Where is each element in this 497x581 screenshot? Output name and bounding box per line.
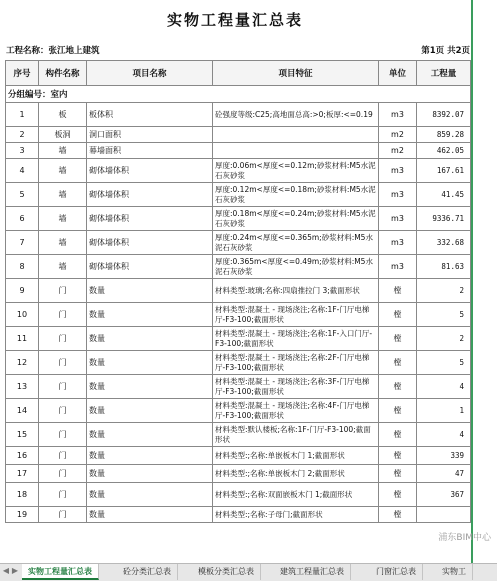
column-header: 单位 — [379, 61, 417, 86]
cell-item-features[interactable]: 材料类型:默认楼板;名称:1F-门厅-F3-100;截面形状 — [213, 423, 379, 447]
cell-component-name[interactable]: 墙 — [39, 255, 87, 279]
cell-item-name[interactable]: 数量 — [87, 423, 213, 447]
cell-item-features[interactable]: 材料类型:混凝土 - 现场浇注;名称:1F-入口门厅-F3-100;截面形状 — [213, 327, 379, 351]
cell-item-name[interactable]: 数量 — [87, 303, 213, 327]
cell-quantity[interactable]: 41.45 — [417, 183, 471, 207]
column-header: 构件名称 — [39, 61, 87, 86]
cell-component-name[interactable]: 墙 — [39, 231, 87, 255]
table-row — [6, 279, 471, 303]
cell-unit[interactable]: 樘 — [379, 303, 417, 327]
cell-unit[interactable]: 樘 — [379, 465, 417, 483]
table-row — [6, 351, 471, 375]
table-row — [6, 375, 471, 399]
watermark-text: 浦东BIM中心 — [438, 533, 491, 543]
cell-item-features[interactable]: 厚度:0.06m<厚度<=0.12m;砂浆材料:M5水泥石灰砂浆 — [213, 159, 379, 183]
cell-quantity[interactable]: 8392.07 — [417, 103, 471, 127]
table-row — [6, 143, 471, 159]
cell-row-number[interactable]: 13 — [6, 375, 39, 399]
cell-unit[interactable]: m3 — [379, 255, 417, 279]
column-header: 序号 — [6, 61, 39, 86]
cell-quantity[interactable] — [417, 507, 471, 523]
cell-unit[interactable]: m2 — [379, 127, 417, 143]
cell-row-number[interactable]: 4 — [6, 159, 39, 183]
cell-quantity[interactable]: 81.63 — [417, 255, 471, 279]
cell-unit[interactable]: 樘 — [379, 351, 417, 375]
table-row — [6, 231, 471, 255]
table-row — [6, 423, 471, 447]
cell-item-features[interactable]: 材料类型:玻璃;名称:四扇推拉门 3;截面形状 — [213, 279, 379, 303]
cell-unit[interactable]: m3 — [379, 103, 417, 127]
cell-item-name[interactable]: 数量 — [87, 399, 213, 423]
cell-quantity[interactable]: 5 — [417, 351, 471, 375]
cell-item-features[interactable]: 材料类型:混凝土 - 现场浇注;名称:2F-门厅电梯厅-F3-100;截面形状 — [213, 351, 379, 375]
cell-quantity[interactable]: 859.28 — [417, 127, 471, 143]
cell-item-features[interactable]: 材料类型:;名称:单嵌板木门 2;截面形状 — [213, 465, 379, 483]
cell-row-number[interactable]: 2 — [6, 127, 39, 143]
cell-component-name[interactable]: 板 — [39, 103, 87, 127]
cell-item-name[interactable]: 砌体墙体积 — [87, 207, 213, 231]
cell-quantity[interactable]: 2 — [417, 327, 471, 351]
cell-component-name[interactable]: 门 — [39, 423, 87, 447]
cell-item-features[interactable]: 材料类型:;名称:单嵌板木门 1;截面形状 — [213, 447, 379, 465]
cell-item-features[interactable]: 砼强度等级:C25;高地面总高:>0;板厚:<=0.19 — [213, 103, 379, 127]
cell-row-number[interactable]: 17 — [6, 465, 39, 483]
table-row — [6, 507, 471, 523]
cell-component-name[interactable]: 门 — [39, 303, 87, 327]
cell-component-name[interactable]: 门 — [39, 465, 87, 483]
cell-unit[interactable]: m3 — [379, 159, 417, 183]
cell-unit[interactable]: 樘 — [379, 483, 417, 507]
cell-quantity[interactable]: 5 — [417, 303, 471, 327]
cell-unit[interactable]: m3 — [379, 231, 417, 255]
cell-component-name[interactable]: 门 — [39, 327, 87, 351]
cell-item-name[interactable]: 数量 — [87, 327, 213, 351]
cell-component-name[interactable]: 墙 — [39, 207, 87, 231]
cell-row-number[interactable]: 14 — [6, 399, 39, 423]
cell-component-name[interactable]: 门 — [39, 447, 87, 465]
cell-item-features[interactable] — [213, 143, 379, 159]
cell-item-features[interactable]: 材料类型:;名称:双面嵌板木门 1;截面形状 — [213, 483, 379, 507]
table-row — [6, 207, 471, 231]
table-row — [6, 447, 471, 465]
tab-scroll-right-icon[interactable]: ▶ — [11, 566, 19, 575]
project-name: 工程名称：张江地上建筑 — [6, 46, 100, 56]
cell-item-name[interactable]: 幕墙面积 — [87, 143, 213, 159]
table-row — [6, 327, 471, 351]
cell-row-number[interactable]: 8 — [6, 255, 39, 279]
cell-component-name[interactable]: 门 — [39, 351, 87, 375]
cell-quantity[interactable]: 1 — [417, 399, 471, 423]
cell-item-features[interactable]: 厚度:0.18m<厚度<=0.24m;砂浆材料:M5水泥石灰砂浆 — [213, 207, 379, 231]
group-row — [6, 86, 471, 103]
cell-unit[interactable]: 樘 — [379, 375, 417, 399]
cell-row-number[interactable]: 18 — [6, 483, 39, 507]
cell-component-name[interactable]: 门 — [39, 399, 87, 423]
cell-row-number[interactable]: 5 — [6, 183, 39, 207]
cell-unit[interactable]: 樘 — [379, 399, 417, 423]
cell-item-features[interactable]: 厚度:0.24m<厚度<=0.365m;砂浆材料:M5水泥石灰砂浆 — [213, 231, 379, 255]
cell-unit[interactable]: 樘 — [379, 327, 417, 351]
cell-row-number[interactable]: 19 — [6, 507, 39, 523]
cell-quantity[interactable]: 2 — [417, 279, 471, 303]
cell-item-name[interactable]: 砌体墙体积 — [87, 183, 213, 207]
cell-item-features[interactable]: 厚度:0.365m<厚度<=0.49m;砂浆材料:M5水泥石灰砂浆 — [213, 255, 379, 279]
cell-unit[interactable]: 樘 — [379, 447, 417, 465]
cell-item-name[interactable]: 砌体墙体积 — [87, 159, 213, 183]
cell-quantity[interactable]: 332.68 — [417, 231, 471, 255]
cell-component-name[interactable]: 门 — [39, 507, 87, 523]
table-row — [6, 483, 471, 507]
cell-item-name[interactable]: 数量 — [87, 375, 213, 399]
cell-row-number[interactable]: 6 — [6, 207, 39, 231]
table-row — [6, 103, 471, 127]
cell-component-name[interactable]: 墙 — [39, 143, 87, 159]
tab-sheet-3[interactable]: 模板分类汇总表 — [192, 564, 261, 580]
cell-row-number[interactable]: 3 — [6, 143, 39, 159]
cell-item-name[interactable]: 数量 — [87, 465, 213, 483]
cell-item-name[interactable]: 板体积 — [87, 103, 213, 127]
cell-unit[interactable]: m3 — [379, 207, 417, 231]
page-indicator: 第1页 共2页 — [421, 46, 470, 56]
cell-component-name[interactable]: 门 — [39, 483, 87, 507]
cell-item-features[interactable]: 材料类型:混凝土 - 现场浇注;名称:4F-门厅电梯厅-F3-100;截面形状 — [213, 399, 379, 423]
cell-item-name[interactable]: 砌体墙体积 — [87, 231, 213, 255]
cell-quantity[interactable]: 47 — [417, 465, 471, 483]
report-title: 实物工程量汇总表 — [166, 11, 303, 29]
cell-row-number[interactable]: 9 — [6, 279, 39, 303]
table-row — [6, 465, 471, 483]
sheet-tab-bar — [0, 563, 497, 581]
cell-row-number[interactable]: 16 — [6, 447, 39, 465]
cell-unit[interactable]: m2 — [379, 143, 417, 159]
tab-sheet-1[interactable]: 实物工程量汇总表 — [22, 564, 99, 580]
cell-quantity[interactable]: 339 — [417, 447, 471, 465]
cell-item-features[interactable] — [213, 127, 379, 143]
group-label[interactable]: 分组编号：室内 — [6, 86, 471, 103]
column-header: 项目特征 — [213, 61, 379, 86]
cell-component-name[interactable]: 墙 — [39, 183, 87, 207]
cell-item-features[interactable]: 厚度:0.12m<厚度<=0.18m;砂浆材料:M5水泥石灰砂浆 — [213, 183, 379, 207]
cell-row-number[interactable]: 11 — [6, 327, 39, 351]
cell-row-number[interactable]: 7 — [6, 231, 39, 255]
cell-quantity[interactable]: 167.61 — [417, 159, 471, 183]
cell-item-name[interactable]: 数量 — [87, 447, 213, 465]
cell-item-name[interactable]: 砌体墙体积 — [87, 255, 213, 279]
table-row — [6, 255, 471, 279]
quantity-table — [5, 60, 471, 523]
cell-row-number[interactable]: 12 — [6, 351, 39, 375]
column-header: 项目名称 — [87, 61, 213, 86]
cell-item-features[interactable]: 材料类型:;名称:子母门;截面形状 — [213, 507, 379, 523]
tab-sheet-4[interactable]: 建筑工程量汇总表 — [274, 564, 351, 580]
cell-row-number[interactable]: 10 — [6, 303, 39, 327]
cell-quantity[interactable]: 462.05 — [417, 143, 471, 159]
cell-unit[interactable]: m3 — [379, 183, 417, 207]
table-row — [6, 183, 471, 207]
tab-sheet-5[interactable]: 门窗汇总表 — [370, 564, 423, 580]
cell-item-features[interactable]: 材料类型:混凝土 - 现场浇注;名称:3F-门厅电梯厅-F3-100;截面形状 — [213, 375, 379, 399]
cell-quantity[interactable]: 4 — [417, 423, 471, 447]
table-row — [6, 127, 471, 143]
cell-quantity[interactable]: 4 — [417, 375, 471, 399]
cell-row-number[interactable]: 15 — [6, 423, 39, 447]
cell-component-name[interactable]: 墙 — [39, 159, 87, 183]
table-row — [6, 399, 471, 423]
cell-unit[interactable]: 樘 — [379, 423, 417, 447]
table-row — [6, 159, 471, 183]
tab-sheet-2[interactable]: 砼分类汇总表 — [117, 564, 178, 580]
cell-item-name[interactable]: 数量 — [87, 507, 213, 523]
sheet-edge-line — [471, 0, 473, 563]
cell-item-name[interactable]: 数量 — [87, 351, 213, 375]
table-row — [6, 303, 471, 327]
tab-scroll-left-icon[interactable]: ◀ — [2, 566, 10, 575]
header-row — [6, 61, 471, 86]
cell-unit[interactable]: 樘 — [379, 279, 417, 303]
cell-row-number[interactable]: 1 — [6, 103, 39, 127]
cell-item-name[interactable]: 数量 — [87, 483, 213, 507]
cell-item-name[interactable]: 数量 — [87, 279, 213, 303]
cell-component-name[interactable]: 门 — [39, 279, 87, 303]
cell-quantity[interactable]: 9336.71 — [417, 207, 471, 231]
report-meta — [6, 42, 470, 58]
cell-item-features[interactable]: 材料类型:混凝土 - 现场浇注;名称:1F-门厅电梯厅-F3-100;截面形状 — [213, 303, 379, 327]
cell-unit[interactable]: 樘 — [379, 507, 417, 523]
column-header: 工程量 — [417, 61, 471, 86]
cell-component-name[interactable]: 门 — [39, 375, 87, 399]
cell-component-name[interactable]: 板洞 — [39, 127, 87, 143]
tab-sheet-6[interactable]: 实物工 — [436, 564, 473, 580]
cell-item-name[interactable]: 洞口面积 — [87, 127, 213, 143]
cell-quantity[interactable]: 367 — [417, 483, 471, 507]
